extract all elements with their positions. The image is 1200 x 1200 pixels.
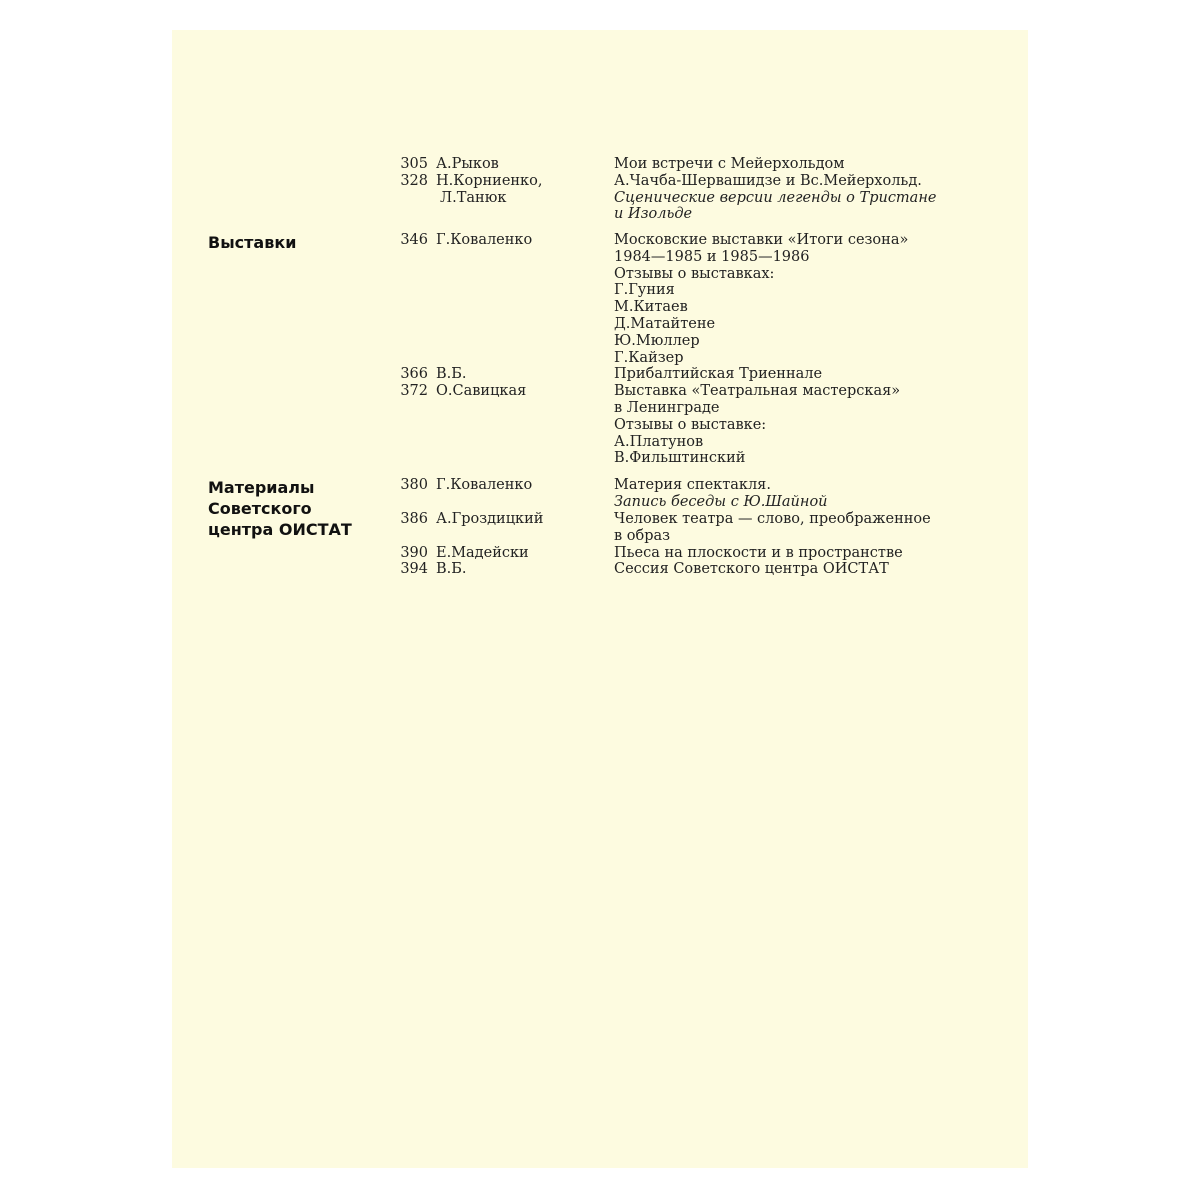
entry-author [436,561,606,578]
title-line: Запись беседы с Ю.Шайной [614,493,828,510]
section-heading-line: центра ОИСТАТ [208,520,352,539]
document-page [172,30,1028,1168]
title-line: в образ [614,527,671,544]
title-line: Материя спектакля. [614,477,771,493]
entry-title [614,232,974,366]
section-heading [208,477,368,540]
page-number: 394 [400,561,428,578]
title-line: А.Чачба-Шервашидзе и Вс.Мейерхольд. [614,172,922,189]
author-line: В.Б. [436,561,467,578]
author-line: О.Савицкая [436,383,527,400]
section-heading [208,232,368,253]
page-number: 328 [400,172,428,189]
entry-title [614,511,974,545]
entry-title [614,561,974,578]
title-line: в Ленинграде [614,399,720,416]
section-heading-line: Материалы [208,478,315,497]
entry-author [436,511,606,528]
entry-author [436,232,606,249]
author-line: В.Б. [436,366,467,383]
title-line: Московские выставки «Итоги сезона» [614,232,909,248]
title-line: Г.Кайзер [614,349,684,366]
entry-author [436,173,606,207]
title-line: Отзывы о выставках: [614,265,775,282]
entry-author [436,366,606,383]
page-number: 390 [400,544,428,561]
title-line: Ю.Мюллер [614,332,700,349]
section-heading-line: Выставки [208,233,297,252]
title-line: Г.Гуния [614,282,675,299]
author-line: А.Гроздицкий [436,511,544,527]
entry-title [614,156,974,173]
entry-author [436,477,606,494]
entry-title [614,477,974,511]
page-number: 305 [400,156,428,172]
entry-author [436,156,606,173]
title-line: Выставка «Театральная мастерская» [614,383,901,400]
page-number: 380 [400,477,428,493]
entry-title [614,383,974,467]
page-number: 366 [400,366,428,383]
title-line: Д.Матайтене [614,315,716,332]
title-line: Сессия Советского центра ОИСТАТ [614,561,889,578]
author-line: Н.Корниенко, [436,172,543,189]
page-number: 372 [400,383,428,400]
title-line: Человек театра — слово, преображенное [614,511,931,527]
title-line: 1984—1985 и 1985—1986 [614,248,810,265]
title-line: Мои встречи с Мейерхольдом [614,156,845,172]
title-line: Сценические версии легенды о Тристане [614,189,937,206]
page-number: 386 [400,511,428,527]
title-line: Пьеса на плоскости и в пространстве [614,544,903,561]
entry-title [614,545,974,562]
title-line: Прибалтийская Триеннале [614,366,823,383]
page-number: 346 [400,232,428,248]
author-line: Г.Коваленко [436,232,533,248]
author-line: Е.Мадейски [436,544,529,561]
author-line: А.Рыков [436,156,499,172]
entry-title [614,173,974,223]
entry-author [436,545,606,562]
title-line: А.Платунов [614,433,704,450]
entry-author [436,383,606,400]
author-line: Г.Коваленко [436,477,533,493]
section-heading-line: Советского [208,499,312,518]
title-line: В.Фильштинский [614,450,746,467]
author-line: Л.Танюк [440,189,507,206]
entry-title [614,366,974,383]
title-line: и Изольде [614,206,693,223]
title-line: М.Китаев [614,299,688,316]
title-line: Отзывы о выставке: [614,416,767,433]
